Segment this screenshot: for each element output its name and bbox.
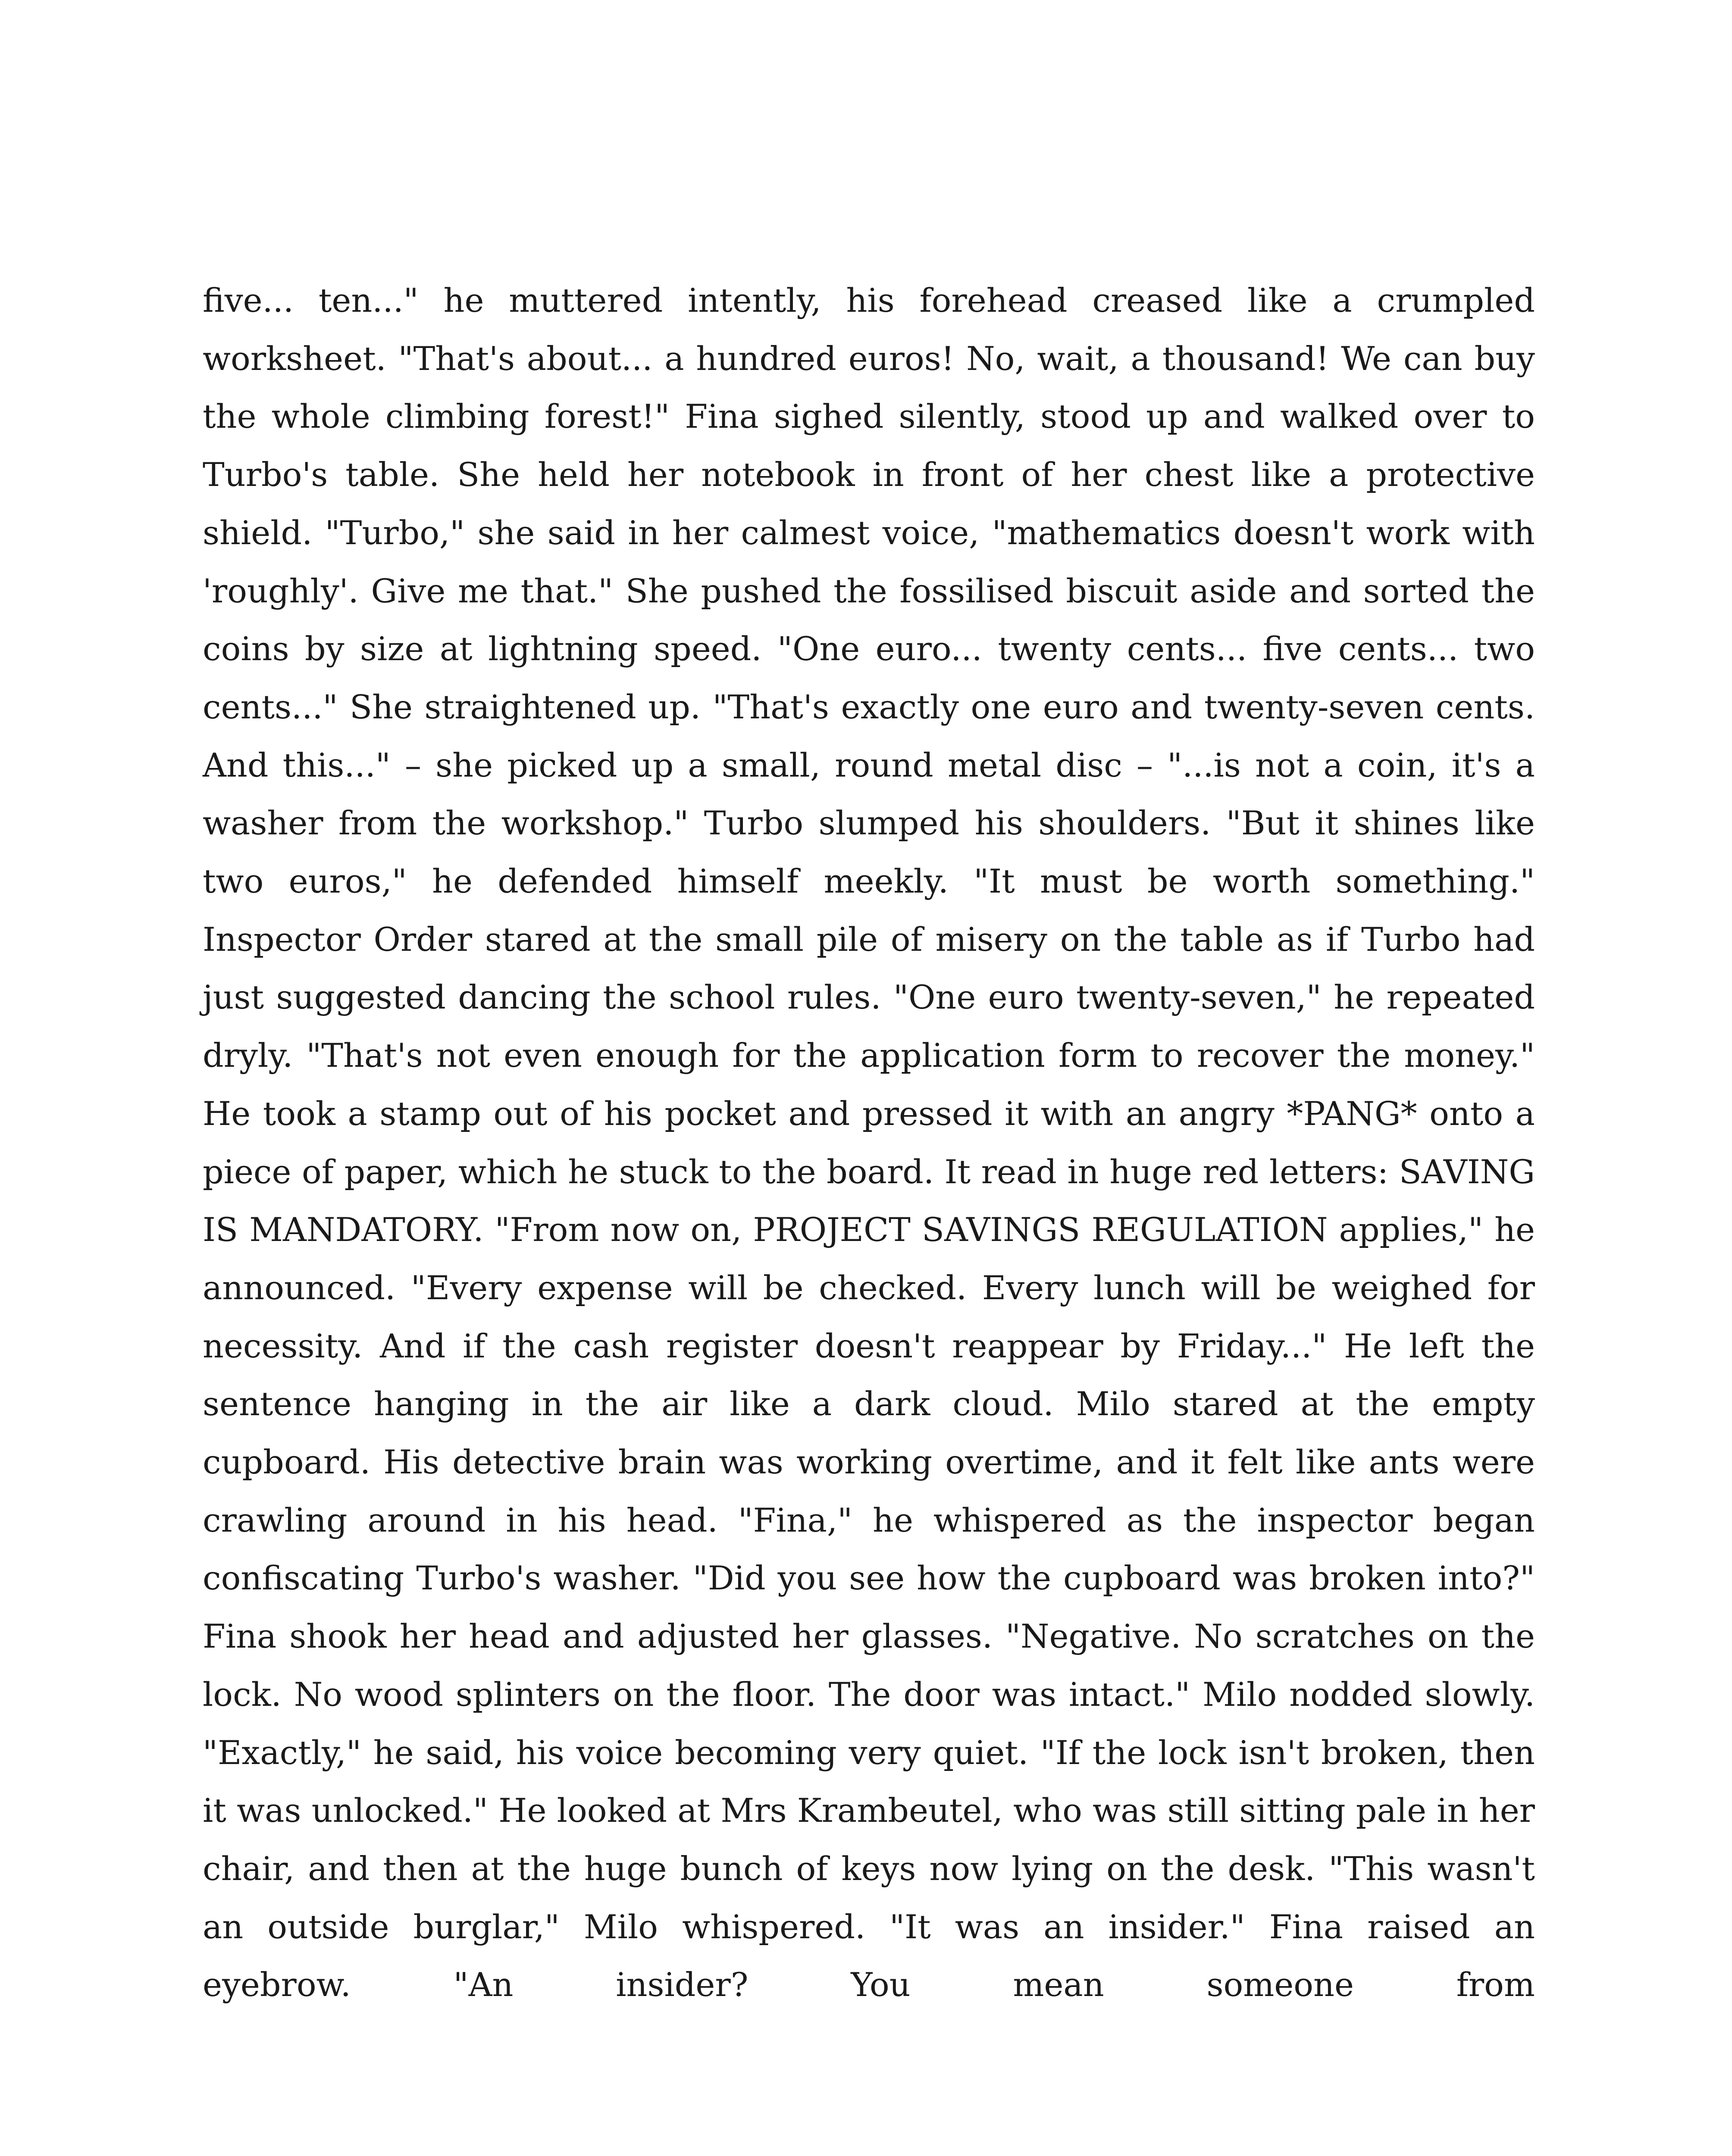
body-paragraph: five... ten..." he muttered intently, his forehead creased like a crumpled worksheet. "That's about... a hundred euros! No, wait, a thousand! We can buy the whole climbing forest!" Fina sighed silently, stood up and walked over to Turbo's table. She held her notebook in front of her chest like a protective shield. "Turbo," she said in her calmest voice, "mathematics doesn't work with 'roughly'. Give me that." She pushed the fossilised biscuit aside and sorted the coins by size at lightning speed. "One euro... twenty cents... five cents... two cents..." She straightened up. "That's exactly one euro and twenty-seven cents. And this..." – she picked up a small, round metal disc – "...is not a coin, it's a washer from the workshop." Turbo slumped his shoulders. "But it shines like two euros," he defended himself meekly. "It must be worth something." Inspector Order stared at the small pile of misery on the table as if Turbo had just suggested dancing the school rules. "One euro twenty-seven," he repeated dryly. "That's not even enough for the application form to recover the money." He took a stamp out of his pocket and pressed it with an angry *PANG* onto a piece of paper, which he stuck to the board. It read in huge red letters: SAVING IS MANDATORY. "From now on, PROJECT SAVINGS REGULATION applies," he announced. "Every expense will be checked. Every lunch will be weighed for necessity. And if the cash register doesn't reappear by Friday..." He left the sentence hanging in the air like a dark cloud. Milo stared at the empty cupboard. His detective brain was working overtime, and it felt like ants were crawling around in his head. "Fina," he whispered as the inspector began confiscating Turbo's washer. "Did you see how the cupboard was broken into?" Fina shook her head and adjusted her glasses. "Negative. No scratches on the lock. No wood splinters on the floor. The door was intact." Milo nodded slowly. "Exactly," he said, his voice becoming very quiet. "If the lock isn't broken, then it was unlocked." He looked at Mrs Krambeutel, who was still sitting pale in her chair, and then at the huge bunch of keys now lying on the desk. "This wasn't an outside burglar," Milo whispered. "It was an insider." Fina raised an eyebrow. "An insider? You mean someone from [203, 281, 1535, 2004]
